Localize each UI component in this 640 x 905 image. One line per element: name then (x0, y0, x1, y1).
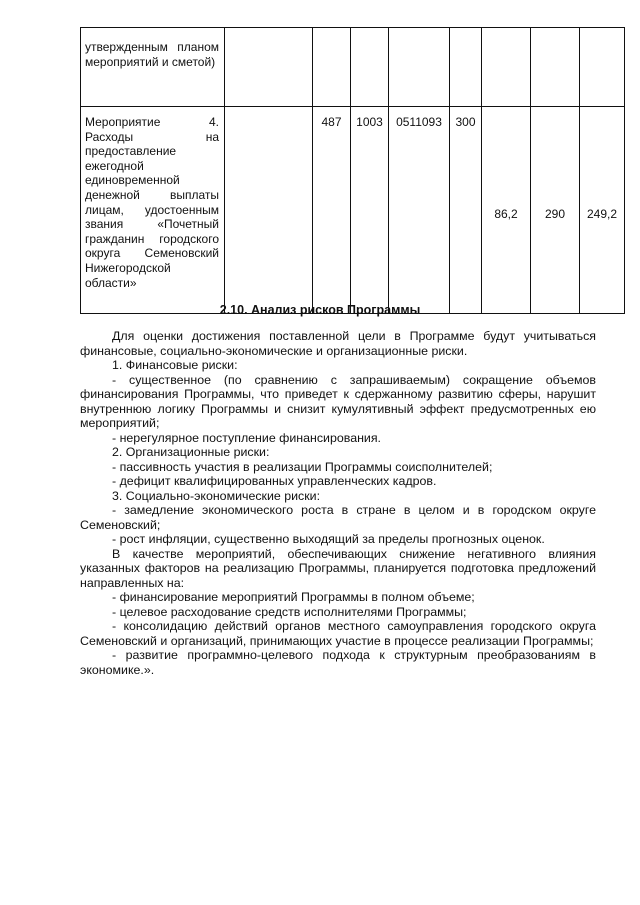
paragraph: Для оценки достижения поставленной цели в Программе будут учитываться финансовые, социально-экономические и организационные риски. (80, 329, 596, 358)
paragraph: - замедление экономического роста в стране в целом и в городском округе Семеновский; (80, 503, 596, 532)
paragraph: - рост инфляции, существенно выходящий за пределы прогнозных оценок. (112, 532, 545, 546)
paragraph: 1. Финансовые риски: (112, 358, 238, 372)
row-top-name: утвержденным планом мероприятий и сметой) (85, 40, 219, 69)
table-cell-name (81, 28, 225, 107)
cell-code: 0511093 (389, 107, 450, 314)
paragraph: - консолидацию действий органов местного самоуправления городского округа Семеновский и организаций, принимающих участие в процессе реализации Программы; (80, 619, 596, 648)
table-cell (531, 28, 580, 107)
paragraph: - дефицит квалифицированных управленческих кадров. (112, 474, 437, 488)
paragraph: - нерегулярное поступление финансирования. (112, 430, 381, 445)
cell-value-1: 86,2 (482, 107, 531, 314)
table-row (81, 28, 625, 107)
paragraph: - финансирование мероприятий Программы в полном объеме; (112, 590, 475, 604)
paragraph: 2. Организационные риски: (112, 445, 270, 459)
table-cell (351, 28, 389, 107)
cell-1003: 1003 (351, 107, 389, 314)
table-cell (313, 28, 351, 107)
cell-487: 487 (313, 107, 351, 314)
table-cell (225, 28, 313, 107)
table-row (81, 107, 625, 314)
cell-value-3: 249,2 (580, 107, 625, 314)
cell-value-2: 290 (531, 107, 580, 314)
table-cell (389, 28, 450, 107)
table-cell (225, 107, 313, 314)
paragraph: - существенное (по сравнению с запрашиваемым) сокращение объемов финансирования Программы, что приведет к сдержанному развитию сферы, нарушит внутреннюю логику Программы и снизит кумулятивный эффект предусмотренных ею мероприятий; (80, 372, 596, 430)
table-cell (482, 28, 531, 107)
section-body (80, 329, 596, 677)
table-cell-name (81, 107, 225, 314)
cell-300: 300 (450, 107, 482, 314)
table-cell (580, 28, 625, 107)
paragraph: В качестве мероприятий, обеспечивающих снижение негативного влияния указанных факторов на реализацию Программы, планируется подготовка предложений направленных на: (80, 546, 596, 590)
measure-4-name: Мероприятие 4. Расходы на предоставление ежегодной единовременной денежной выплаты лицам, удостоенным звания «Почетный гражданин городского округа Семеновский Нижегородской области» (85, 115, 219, 290)
budget-table (80, 27, 625, 314)
paragraph: - целевое расходование средств исполнителями Программы; (112, 604, 467, 619)
paragraph: 3. Социально-экономические риски: (112, 488, 321, 503)
paragraph: - развитие программно-целевого подхода к структурным преобразованиям в экономике.». (80, 648, 596, 677)
section-heading: 2.10. Анализ рисков Программы (219, 303, 421, 317)
table-cell (450, 28, 482, 107)
paragraph: - пассивность участия в реализации Программы соисполнителей; (112, 459, 493, 474)
